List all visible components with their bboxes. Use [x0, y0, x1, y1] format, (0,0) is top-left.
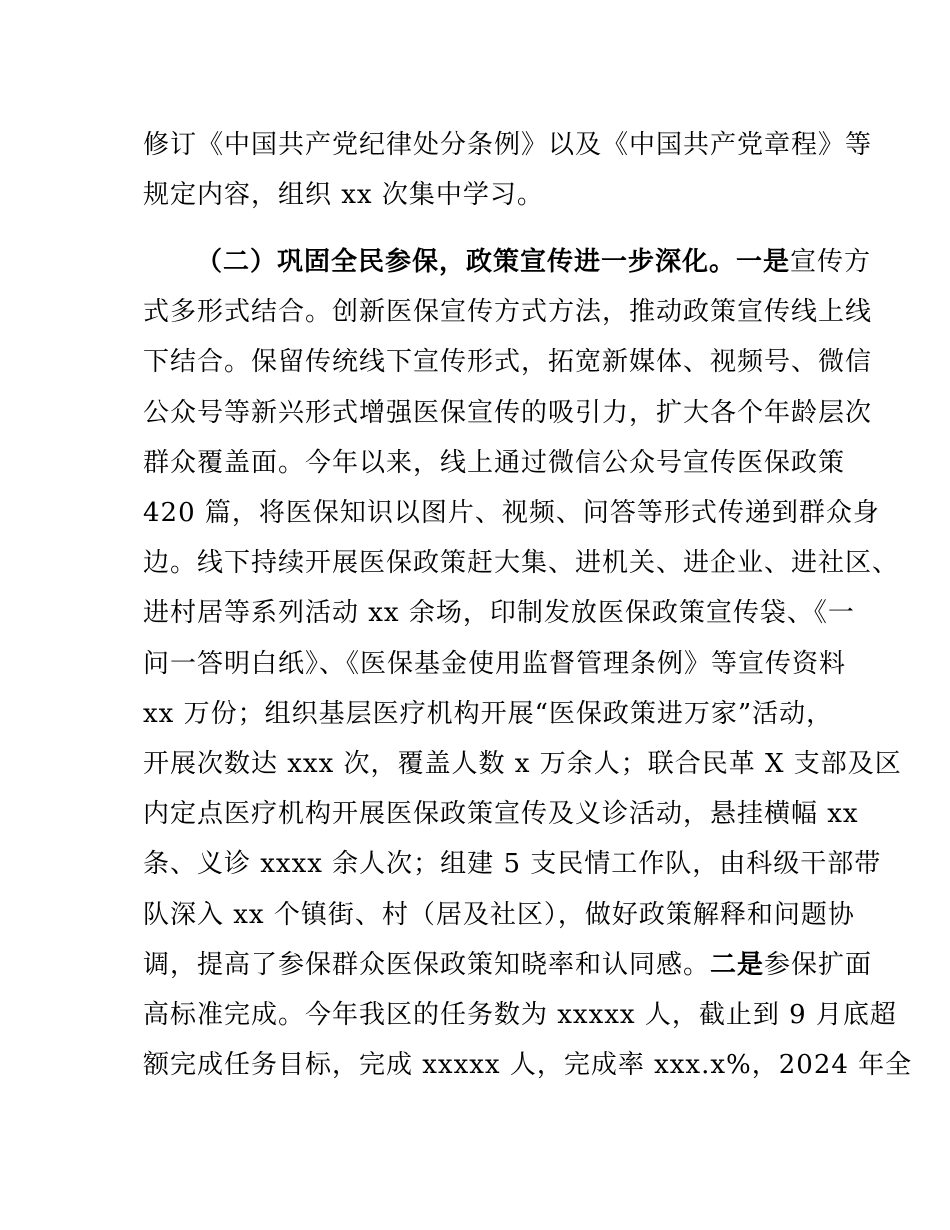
text-segment: 规定内容，组织 xx 次集中学习。	[143, 180, 544, 210]
bold-text-segment: 二是	[710, 950, 765, 980]
paragraph-line	[143, 899, 855, 931]
paragraph-line	[143, 648, 846, 680]
bold-text-segment: （二）巩固全民参保，政策宣传进一步深化。一是	[196, 247, 791, 277]
paragraph-line	[143, 748, 902, 780]
text-segment: 开展次数达 xxx 次，覆盖人数 x 万余人；联合民革 X 支部及区	[143, 749, 902, 779]
text-segment: 边。线下持续开展医保政策赶大集、进机关、进企业、进社区、	[143, 548, 900, 578]
paragraph-line	[143, 397, 872, 429]
paragraph-line	[143, 698, 833, 730]
paragraph-line	[143, 129, 872, 161]
text-segment: 高标准完成。今年我区的任务数为 xxxxx 人，截止到 9 月底超	[143, 1000, 897, 1030]
paragraph-line	[143, 296, 872, 328]
text-segment: xx 万份；组织基层医疗机构开展“医保政策进万家”活动，	[143, 699, 834, 729]
text-segment: 额完成任务目标，完成 xxxxx 人，完成率 xxx.x%，2024 年全	[143, 1050, 913, 1080]
text-segment: 条、义诊 xxxx 余人次；组建 5 支民情工作队，由科级干部带	[143, 849, 882, 879]
text-segment: 队深入 xx 个镇街、村（居及社区），做好政策解释和问题协	[143, 900, 855, 930]
paragraph-line	[143, 179, 544, 211]
text-segment: 调，提高了参保群众医保政策知晓率和认同感。	[143, 950, 711, 980]
paragraph-line	[196, 246, 871, 278]
paragraph-line	[143, 949, 872, 981]
text-segment: 进村居等系列活动 xx 余场，印制发放医保政策宣传袋、《一	[143, 598, 855, 628]
text-segment: 内定点医疗机构开展医保政策宣传及义诊活动，悬挂横幅 xx	[143, 799, 859, 829]
paragraph-line	[143, 798, 859, 830]
paragraph-line	[143, 597, 855, 629]
text-segment: 问一答明白纸》、《医保基金使用监督管理条例》等宣传资料	[143, 649, 847, 679]
paragraph-line	[143, 547, 899, 579]
paragraph-line	[143, 848, 881, 880]
paragraph-line	[143, 497, 880, 529]
paragraph-line	[143, 346, 872, 378]
text-segment: 公众号等新兴形式增强医保宣传的吸引力，扩大各个年龄层次	[143, 398, 873, 428]
paragraph-line	[143, 1049, 912, 1081]
paragraph-line	[143, 999, 897, 1031]
text-segment: 参保扩面	[764, 950, 873, 980]
text-segment: 式多形式结合。创新医保宣传方式方法，推动政策宣传线上线	[143, 297, 873, 327]
text-segment: 下结合。保留传统线下宣传形式，拓宽新媒体、视频号、微信	[143, 347, 873, 377]
text-segment: 宣传方	[790, 247, 872, 277]
text-segment: 420 篇，将医保知识以图片、视频、问答等形式传递到群众身	[143, 498, 880, 528]
text-segment: 修订《中国共产党纪律处分条例》以及《中国共产党章程》等	[143, 130, 873, 160]
text-segment: 群众覆盖面。今年以来，线上通过微信公众号宣传医保政策	[143, 448, 846, 478]
paragraph-line	[143, 447, 845, 479]
